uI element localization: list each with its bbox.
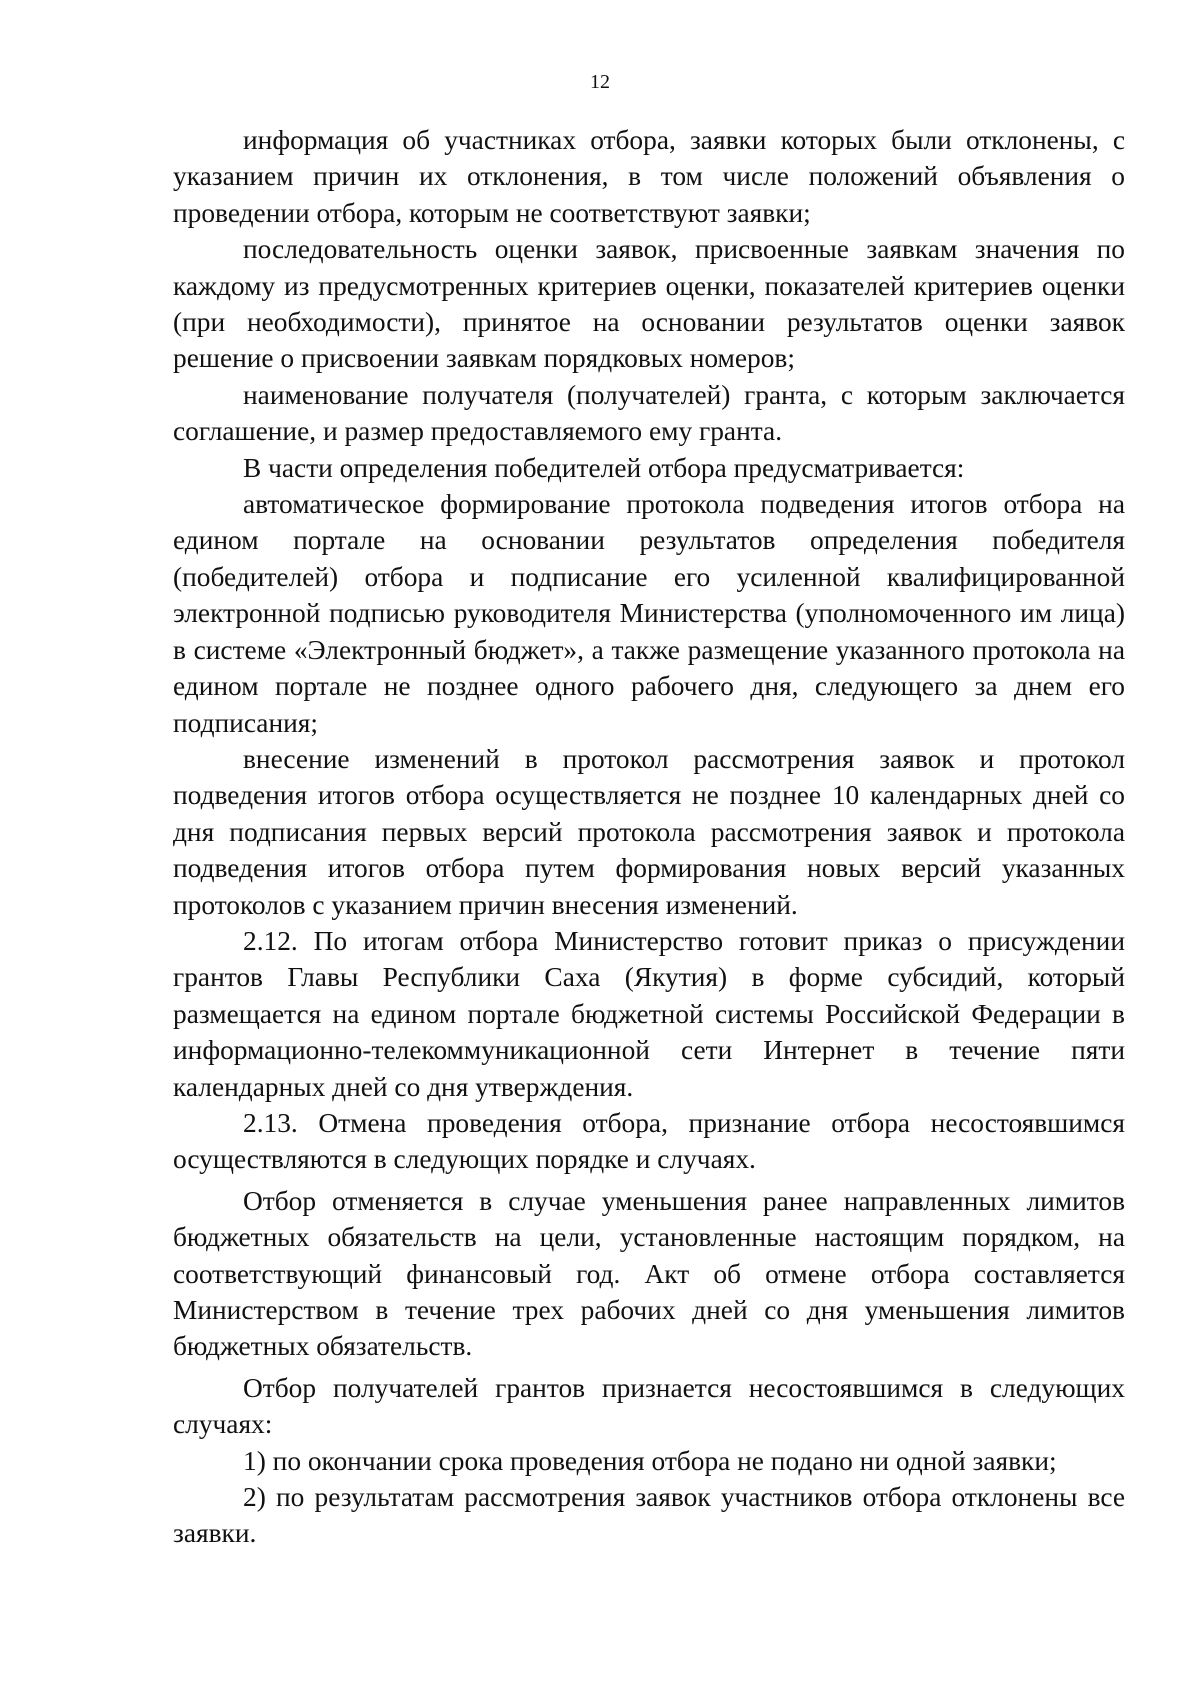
paragraph-automatic-protocol: автоматическое формирование протокола подведения итогов отбора на едином портале на основании результатов определения победителя (победителей) отбора и подписание его усиленной квалифицированной электронной подписью руководителя Министерства (уполномоченного им лица) в системе «Электронный бюджет», а также размещение указанного протокола на едином портале не позднее одного рабочего дня, следующего за днем его подписания; xyxy=(173,489,1125,738)
paragraph-selection-cancellation: Отбор отменяется в случае уменьшения ранее направленных лимитов бюджетных обязательств на цели, установленные настоящим порядком, на соответствующий финансовый год. Акт об отмене отбора составляется Министерством в течение трех рабочих дней со дня уменьшения лимитов бюджетных обязательств. xyxy=(173,1185,1125,1362)
list-item-case-1: 1) по окончании срока проведения отбора не подано ни одной заявки; xyxy=(243,1445,1057,1476)
paragraph-section-2-13: 2.13. Отмена проведения отбора, признание отбора несостоявшимся осуществляются в следующих порядке и случаях. xyxy=(173,1107,1125,1175)
document-body xyxy=(173,122,1125,1552)
paragraph-evaluation-sequence: последовательность оценки заявок, присвоенные заявкам значения по каждому из предусмотренных критериев оценки, показателей критериев оценки (при необходимости), принятое на основании результатов оценки заявок решение о присвоении заявкам порядковых номеров; xyxy=(173,234,1125,374)
paragraph-winners-determination: В части определения победителей отбора предусматривается: xyxy=(243,452,965,483)
page-number: 12 xyxy=(590,71,610,93)
list-item-case-2: 2) по результатам рассмотрения заявок участников отбора отклонены все заявки. xyxy=(173,1482,1125,1549)
paragraph-rejected-participants-info: информация об участниках отбора, заявки которых были отклонены, с указанием причин их отклонения, в том числе положений объявления о проведении отбора, которым не соответствуют заявки; xyxy=(173,125,1125,228)
paragraph-grant-recipient-name: наименование получателя (получателей) гранта, с которым заключается соглашение, и размер предоставляемого ему гранта. xyxy=(173,379,1125,447)
paragraph-section-2-12: 2.12. По итогам отбора Министерство готовит приказ о присуждении грантов Главы Республики Саха (Якутия) в форме субсидий, который размещается на едином портале бюджетной системы Российской Федерации в информационно-телекоммуникационной сети Интернет в течение пяти календарных дней со дня утверждения. xyxy=(173,925,1125,1102)
paragraph-selection-failed-cases: Отбор получателей грантов признается несостоявшимся в следующих случаях: xyxy=(173,1372,1125,1440)
paragraph-protocol-amendments: внесение изменений в протокол рассмотрения заявок и протокол подведения итогов отбора осуществляется не позднее 10 календарных дней со дня подписания первых версий протокола рассмотрения заявок и протокола подведения итогов отбора путем формирования новых версий указанных протоколов с указанием причин внесения изменений. xyxy=(173,743,1125,920)
